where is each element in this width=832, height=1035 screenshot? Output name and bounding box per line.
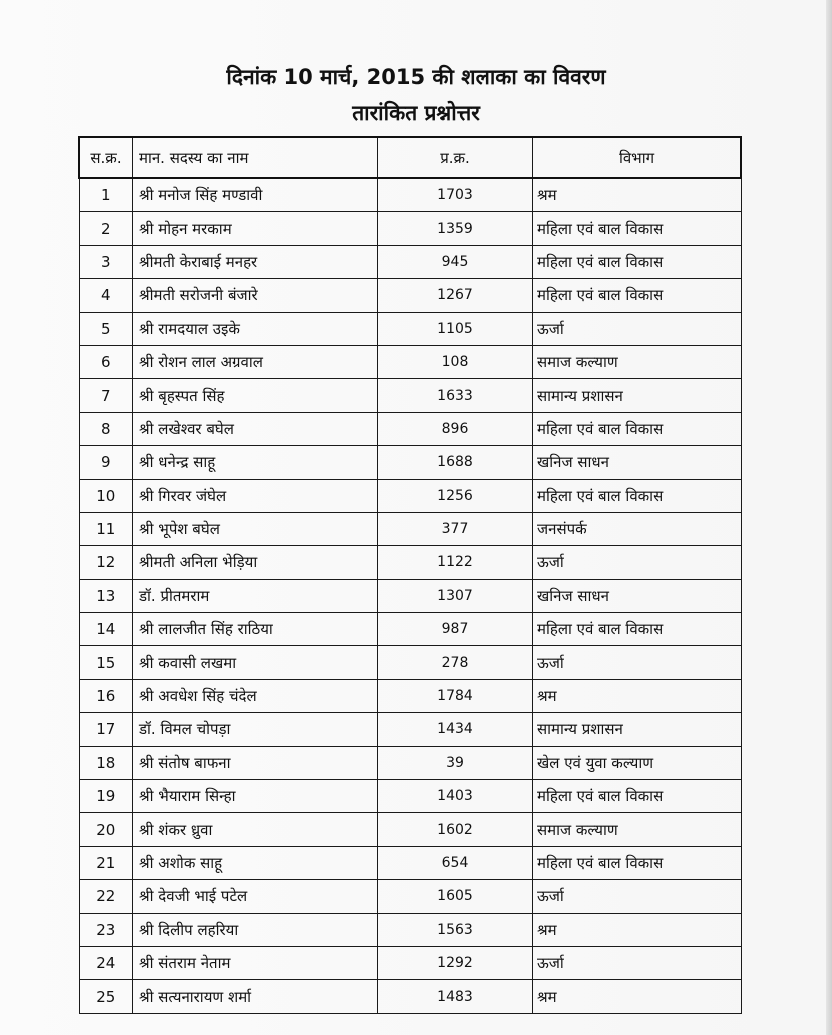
cell-serial: 12 xyxy=(79,546,133,579)
header-member-name: मान. सदस्य का नाम xyxy=(133,137,378,178)
cell-question-number: 1688 xyxy=(378,446,533,479)
cell-serial: 9 xyxy=(79,446,133,479)
table-row xyxy=(79,846,741,879)
table-row xyxy=(79,479,741,512)
cell-member-name: श्रीमती अनिला भेड़िया xyxy=(133,546,378,579)
cell-member-name: श्री दिलीप लहरिया xyxy=(133,913,378,946)
cell-department: महिला एवं बाल विकास xyxy=(533,279,742,312)
cell-question-number: 1359 xyxy=(378,212,533,245)
cell-serial: 2 xyxy=(79,212,133,245)
cell-department: ऊर्जा xyxy=(533,946,742,979)
cell-question-number: 108 xyxy=(378,345,533,378)
cell-serial: 4 xyxy=(79,279,133,312)
cell-serial: 19 xyxy=(79,780,133,813)
cell-member-name: श्री मनोज सिंह मण्डावी xyxy=(133,178,378,212)
cell-department: महिला एवं बाल विकास xyxy=(533,479,742,512)
table-row xyxy=(79,345,741,378)
table-row xyxy=(79,446,741,479)
cell-department: महिला एवं बाल विकास xyxy=(533,846,742,879)
cell-member-name: श्री लालजीत सिंह राठिया xyxy=(133,613,378,646)
table-row xyxy=(79,980,741,1013)
cell-serial: 1 xyxy=(79,178,133,212)
table-row xyxy=(79,212,741,245)
cell-member-name: श्रीमती सरोजनी बंजारे xyxy=(133,279,378,312)
table-row xyxy=(79,546,741,579)
cell-question-number: 1784 xyxy=(378,679,533,712)
cell-department: सामान्य प्रशासन xyxy=(533,713,742,746)
cell-department: सामान्य प्रशासन xyxy=(533,379,742,412)
cell-member-name: श्री गिरवर जंघेल xyxy=(133,479,378,512)
cell-question-number: 896 xyxy=(378,412,533,445)
cell-serial: 25 xyxy=(79,980,133,1013)
questions-table xyxy=(78,136,742,1014)
cell-question-number: 1292 xyxy=(378,946,533,979)
header-question-number: प्र.क्र. xyxy=(378,137,533,178)
cell-member-name: श्री रामदयाल उइके xyxy=(133,312,378,345)
cell-serial: 24 xyxy=(79,946,133,979)
cell-department: श्रम xyxy=(533,980,742,1013)
table-row xyxy=(79,245,741,278)
cell-serial: 10 xyxy=(79,479,133,512)
cell-serial: 16 xyxy=(79,679,133,712)
cell-serial: 14 xyxy=(79,613,133,646)
table-row xyxy=(79,946,741,979)
cell-member-name: श्रीमती केराबाई मनहर xyxy=(133,245,378,278)
cell-question-number: 1256 xyxy=(378,479,533,512)
table-row xyxy=(79,312,741,345)
table-row xyxy=(79,646,741,679)
cell-member-name: श्री रोशन लाल अग्रवाल xyxy=(133,345,378,378)
table-row xyxy=(79,412,741,445)
document-title: दिनांक 10 मार्च, 2015 की शलाका का विवरण xyxy=(226,65,606,89)
cell-question-number: 1307 xyxy=(378,579,533,612)
cell-member-name: डॉ. विमल चोपड़ा xyxy=(133,713,378,746)
cell-department: महिला एवं बाल विकास xyxy=(533,245,742,278)
cell-member-name: श्री भूपेश बघेल xyxy=(133,512,378,545)
cell-question-number: 377 xyxy=(378,512,533,545)
table-row xyxy=(79,813,741,846)
cell-department: महिला एवं बाल विकास xyxy=(533,212,742,245)
cell-serial: 15 xyxy=(79,646,133,679)
cell-department: महिला एवं बाल विकास xyxy=(533,780,742,813)
cell-department: ऊर्जा xyxy=(533,646,742,679)
cell-question-number: 1563 xyxy=(378,913,533,946)
cell-member-name: श्री कवासी लखमा xyxy=(133,646,378,679)
cell-question-number: 1633 xyxy=(378,379,533,412)
cell-member-name: श्री बृहस्पत सिंह xyxy=(133,379,378,412)
cell-serial: 3 xyxy=(79,245,133,278)
cell-question-number: 278 xyxy=(378,646,533,679)
cell-question-number: 1602 xyxy=(378,813,533,846)
header-serial: स.क्र. xyxy=(79,137,133,178)
cell-question-number: 39 xyxy=(378,746,533,779)
cell-question-number: 1122 xyxy=(378,546,533,579)
cell-serial: 20 xyxy=(79,813,133,846)
cell-question-number: 1605 xyxy=(378,880,533,913)
cell-member-name: श्री भैयाराम सिन्हा xyxy=(133,780,378,813)
cell-serial: 6 xyxy=(79,345,133,378)
cell-question-number: 1483 xyxy=(378,980,533,1013)
table-row xyxy=(79,512,741,545)
cell-department: श्रम xyxy=(533,178,742,212)
cell-serial: 18 xyxy=(79,746,133,779)
cell-department: समाज कल्याण xyxy=(533,813,742,846)
table-row xyxy=(79,613,741,646)
cell-serial: 13 xyxy=(79,579,133,612)
cell-department: ऊर्जा xyxy=(533,546,742,579)
table-header-row xyxy=(79,137,741,178)
cell-department: खनिज साधन xyxy=(533,579,742,612)
cell-member-name: श्री लखेश्वर बघेल xyxy=(133,412,378,445)
cell-member-name: श्री मोहन मरकाम xyxy=(133,212,378,245)
cell-department: श्रम xyxy=(533,913,742,946)
cell-member-name: श्री अशोक साहू xyxy=(133,846,378,879)
cell-member-name: श्री अवधेश सिंह चंदेल xyxy=(133,679,378,712)
cell-serial: 8 xyxy=(79,412,133,445)
cell-question-number: 987 xyxy=(378,613,533,646)
cell-department: समाज कल्याण xyxy=(533,345,742,378)
table-body xyxy=(79,178,741,1013)
cell-serial: 17 xyxy=(79,713,133,746)
table-row xyxy=(79,780,741,813)
cell-member-name: श्री संतराम नेताम xyxy=(133,946,378,979)
cell-serial: 21 xyxy=(79,846,133,879)
table-row xyxy=(79,379,741,412)
cell-member-name: श्री संतोष बाफना xyxy=(133,746,378,779)
cell-question-number: 1403 xyxy=(378,780,533,813)
cell-department: जनसंपर्क xyxy=(533,512,742,545)
cell-question-number: 1703 xyxy=(378,178,533,212)
table-row xyxy=(79,579,741,612)
cell-member-name: श्री सत्यनारायण शर्मा xyxy=(133,980,378,1013)
cell-department: महिला एवं बाल विकास xyxy=(533,613,742,646)
cell-serial: 22 xyxy=(79,880,133,913)
cell-member-name: श्री शंकर ध्रुवा xyxy=(133,813,378,846)
table-row xyxy=(79,679,741,712)
cell-serial: 5 xyxy=(79,312,133,345)
cell-serial: 7 xyxy=(79,379,133,412)
cell-serial: 23 xyxy=(79,913,133,946)
cell-question-number: 1267 xyxy=(378,279,533,312)
table-row xyxy=(79,178,741,212)
table-row xyxy=(79,913,741,946)
cell-question-number: 1105 xyxy=(378,312,533,345)
cell-question-number: 945 xyxy=(378,245,533,278)
table-row xyxy=(79,713,741,746)
cell-question-number: 1434 xyxy=(378,713,533,746)
cell-member-name: डॉ. प्रीतमराम xyxy=(133,579,378,612)
cell-department: महिला एवं बाल विकास xyxy=(533,412,742,445)
table-row xyxy=(79,746,741,779)
table-row xyxy=(79,279,741,312)
cell-department: खेल एवं युवा कल्याण xyxy=(533,746,742,779)
cell-member-name: श्री धनेन्द्र साहू xyxy=(133,446,378,479)
cell-department: श्रम xyxy=(533,679,742,712)
page-edge-shadow xyxy=(826,0,832,1035)
document-subtitle: तारांकित प्रश्नोत्तर xyxy=(352,101,480,125)
cell-department: ऊर्जा xyxy=(533,880,742,913)
header-department: विभाग xyxy=(533,137,742,178)
cell-department: ऊर्जा xyxy=(533,312,742,345)
cell-member-name: श्री देवजी भाई पटेल xyxy=(133,880,378,913)
table-row xyxy=(79,880,741,913)
cell-department: खनिज साधन xyxy=(533,446,742,479)
cell-question-number: 654 xyxy=(378,846,533,879)
cell-serial: 11 xyxy=(79,512,133,545)
